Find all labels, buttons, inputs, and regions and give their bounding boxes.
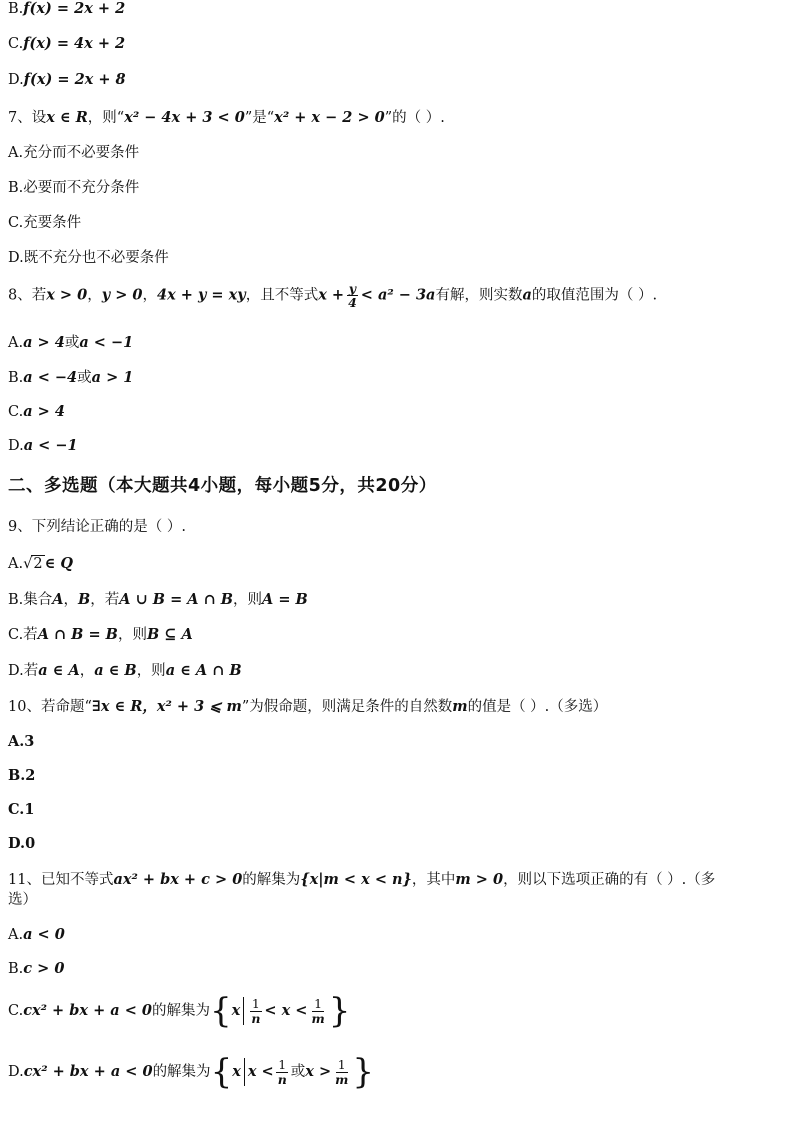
stem-text: ，其中	[411, 872, 456, 888]
fraction-numerator: 1	[337, 1057, 346, 1073]
fraction	[249, 997, 262, 1024]
q9-option-a	[8, 555, 73, 573]
option-math: a ∈ A	[38, 662, 80, 679]
option-prefix: C.	[8, 36, 24, 52]
option-prefix: B.集合	[8, 592, 53, 608]
q11-option-b	[8, 960, 64, 978]
option-math: f(x) = 2x + 2	[23, 0, 126, 17]
fraction-numerator: y	[348, 281, 357, 296]
q10-option-d: D.0	[8, 835, 36, 852]
q10-option-c: C.1	[8, 801, 35, 818]
fraction-denominator: m	[311, 1010, 325, 1026]
fraction-numerator: 1	[278, 1057, 287, 1073]
stem-text: ”的（ ）.	[384, 110, 445, 126]
option-math: cx² + bx + a < 0	[23, 1002, 153, 1019]
option-text: ，则	[233, 592, 263, 608]
option-math: f(x) = 4x + 2	[23, 35, 126, 52]
fraction-denominator: n	[277, 1071, 287, 1087]
stem-math: x² + x − 2 > 0	[274, 109, 385, 126]
stem-math: ax² + bx + c > 0	[113, 871, 243, 888]
q8-stem	[8, 282, 657, 309]
stem-text: 10、若命题“	[8, 699, 92, 715]
fraction	[309, 997, 326, 1024]
option-math: A = B	[262, 591, 308, 608]
q6-option-b	[8, 0, 125, 18]
option-math: c > 0	[23, 960, 65, 977]
stem-math: < a² − 3a	[360, 286, 436, 304]
q9-option-c	[8, 626, 193, 644]
left-brace: {	[210, 1052, 233, 1092]
q8-option-a	[8, 334, 133, 352]
q8-option-c	[8, 403, 65, 421]
fraction-numerator: 1	[251, 996, 260, 1012]
q10-option-a: A.3	[8, 733, 35, 750]
stem-text: ，则以下选项正确的有（ ）.（多	[503, 872, 716, 888]
stem-math: x ∈ R	[46, 109, 88, 126]
q7-stem	[8, 109, 445, 127]
fraction-numerator: 1	[314, 996, 323, 1012]
option-math: A ∩ B = B	[37, 626, 118, 643]
q7-option-b: B.必要而不充分条件	[8, 180, 140, 196]
fraction	[346, 282, 359, 309]
stem-math: x² − 4x + 3 < 0	[124, 109, 245, 126]
stem-math: {x|m < x < n}	[300, 871, 412, 888]
section-heading: 二、多选题（本大题共4小题，每小题5分，共20分）	[8, 476, 437, 496]
stem-math: y > 0	[101, 286, 143, 304]
set-variable: x	[232, 1063, 241, 1080]
option-text: 或	[77, 370, 92, 386]
option-prefix: D.	[8, 72, 24, 88]
q6-option-d	[8, 71, 126, 89]
fraction-denominator: m	[335, 1071, 349, 1087]
q10-option-b: B.2	[8, 767, 36, 784]
option-math: B	[78, 591, 91, 608]
sqrt-radicand: 2	[33, 556, 43, 572]
fraction-denominator: n	[251, 1010, 261, 1026]
option-math: a < 0	[23, 926, 65, 943]
option-math: a < −1	[23, 437, 78, 454]
option-prefix: A.	[8, 335, 24, 351]
option-math: A ∪ B = A ∩ B	[119, 591, 234, 608]
stem-math: x +	[318, 286, 345, 304]
option-prefix: A.	[8, 927, 24, 943]
q8-option-d	[8, 437, 78, 455]
set-bar	[243, 997, 244, 1025]
option-prefix: C.	[8, 404, 24, 420]
stem-text: 8、若	[8, 287, 47, 304]
set-variable: x	[231, 1002, 241, 1019]
option-text: 或	[64, 335, 80, 351]
left-brace: {	[210, 991, 232, 1031]
option-prefix: B.	[8, 961, 24, 977]
stem-text: 的解集为	[242, 872, 301, 888]
option-text: 的解集为	[152, 1003, 211, 1019]
option-math: a > 4	[23, 334, 65, 351]
option-text: ，若	[90, 592, 120, 608]
sqrt-symbol: √	[23, 556, 33, 572]
stem-math: a	[522, 286, 532, 304]
q11-option-c	[8, 991, 351, 1031]
stem-text: 的取值范围为（ ）.	[531, 287, 658, 304]
stem-text: 7、设	[8, 110, 47, 126]
option-prefix: C.	[8, 1003, 24, 1019]
option-text: ，	[79, 663, 95, 679]
option-text: 或	[290, 1064, 306, 1080]
q11-option-d	[8, 1052, 375, 1092]
stem-math: ∃x ∈ R，x² + 3 ⩽ m	[91, 698, 242, 715]
q11-stem-continuation: 选）	[8, 892, 37, 908]
option-text: 的解集为	[152, 1064, 211, 1080]
stem-text: ”为假命题，则满足条件的自然数	[241, 699, 453, 715]
option-prefix: C.若	[8, 627, 38, 643]
option-math: a ∈ A ∩ B	[165, 662, 242, 679]
q8-option-b	[8, 369, 133, 387]
stem-text: ，则“	[87, 110, 125, 126]
stem-math: m > 0	[455, 871, 504, 888]
option-math: B ⊆ A	[146, 626, 193, 643]
q9-option-d	[8, 662, 242, 680]
option-text: ，则	[117, 627, 147, 643]
fraction	[333, 1058, 350, 1085]
stem-text: ，且不等式	[245, 287, 319, 304]
q7-option-a: A.充分而不必要条件	[8, 145, 140, 161]
option-math: A	[52, 591, 64, 608]
option-math: a < −4	[23, 369, 78, 386]
option-text: ，	[63, 592, 79, 608]
option-prefix: D.	[8, 438, 24, 454]
option-text: ，则	[136, 663, 166, 679]
q9-stem: 9、下列结论正确的是（ ）.	[8, 519, 186, 535]
q11-stem	[8, 871, 715, 889]
fraction-denominator: 4	[348, 295, 357, 311]
q10-stem	[8, 698, 607, 716]
option-math: ∈ Q	[44, 555, 73, 572]
option-prefix: B.	[8, 1, 24, 17]
fraction	[276, 1058, 289, 1085]
stem-math: m	[452, 698, 468, 715]
q11-option-a	[8, 926, 65, 944]
option-math: a > 4	[23, 403, 65, 420]
set-bar	[244, 1058, 245, 1086]
option-prefix: A.	[8, 556, 24, 572]
stem-text: 有解，则实数	[435, 287, 523, 304]
q7-option-c: C.充要条件	[8, 215, 82, 231]
option-prefix: D.若	[8, 663, 39, 679]
stem-text: ，	[142, 287, 157, 304]
option-math: < x <	[264, 1002, 308, 1019]
right-brace: }	[352, 1052, 375, 1092]
option-math: x <	[247, 1063, 274, 1080]
stem-text: 的值是（ ）.（多选）	[467, 699, 608, 715]
option-math: cx² + bx + a < 0	[23, 1063, 153, 1080]
q7-option-d: D.既不充分也不必要条件	[8, 250, 169, 266]
q9-option-b	[8, 591, 308, 609]
option-math: f(x) = 2x + 8	[23, 71, 126, 88]
q6-option-c	[8, 35, 125, 53]
right-brace: }	[328, 991, 351, 1031]
option-prefix: B.	[8, 370, 24, 386]
stem-math: 4x + y = xy	[156, 286, 246, 304]
stem-text: 11、已知不等式	[8, 872, 114, 888]
stem-text: ，	[87, 287, 102, 304]
stem-math: x > 0	[46, 286, 88, 304]
option-math: x >	[305, 1063, 332, 1080]
option-prefix: D.	[8, 1064, 24, 1080]
stem-text: ”是“	[244, 110, 275, 126]
option-math: a ∈ B	[94, 662, 137, 679]
option-math: a < −1	[79, 334, 134, 351]
option-math: a > 1	[91, 369, 134, 386]
